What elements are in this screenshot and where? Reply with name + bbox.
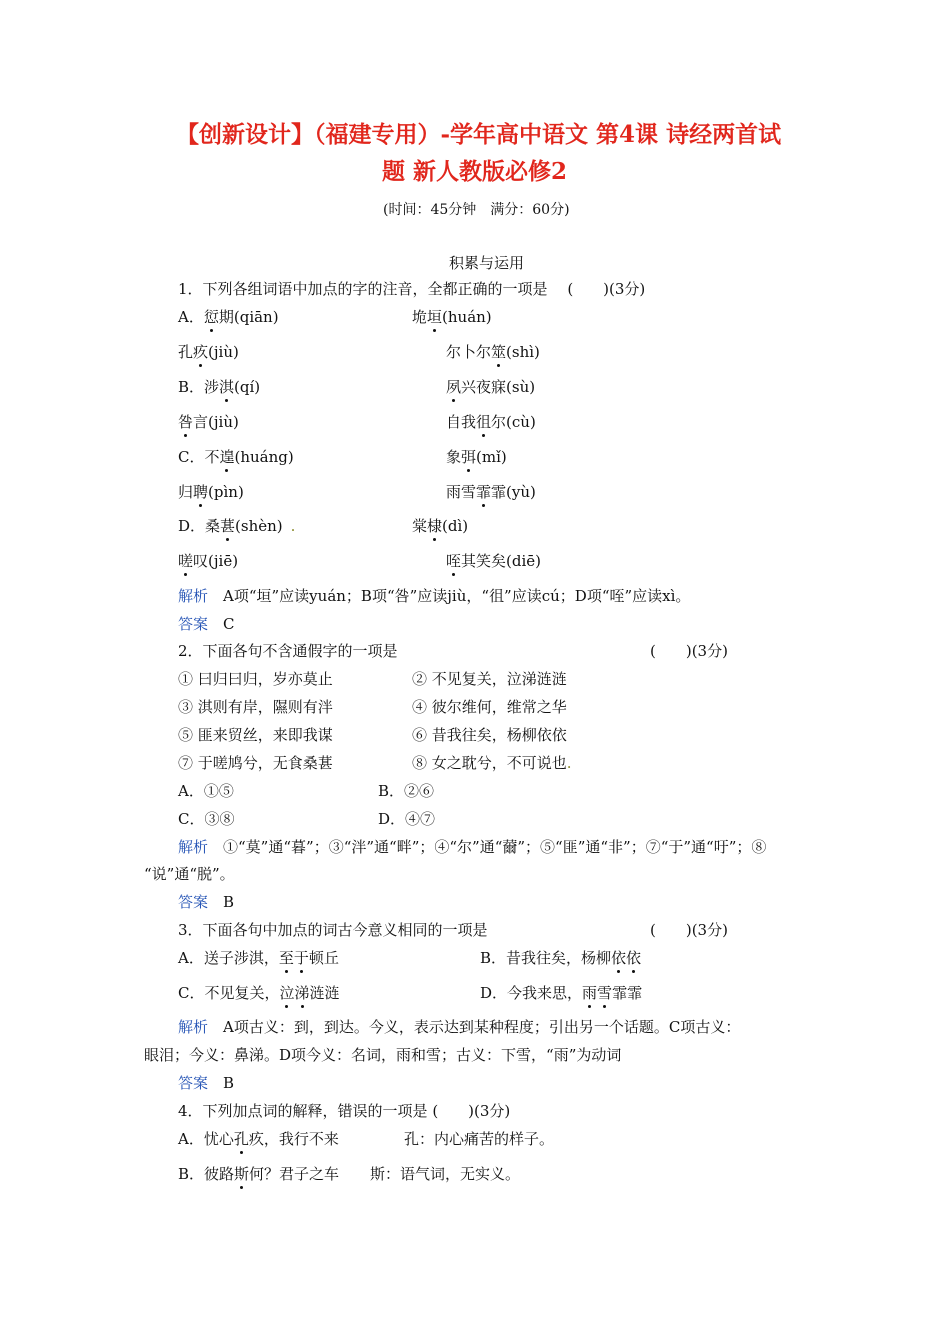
q2-option-d: D．④⑦ xyxy=(378,810,436,828)
q4-stem: 4．下列加点词的解释，错误的一项是 ( )(3分) xyxy=(178,1102,511,1120)
q1-analysis: 解析 A项“垣”应读yuán；B项“咎”应读jiù，“徂”应读cú；D项“咥”应读xì。 xyxy=(178,587,691,605)
q1-option-b-word4: 自我徂尔(cù) xyxy=(446,413,536,431)
document-title-line1: 【创新设计】（福建专用）-学年高中语文 第4课 诗经两首试 xyxy=(176,121,782,148)
q4-option-a: A．忧心孔疚，我行不来 xyxy=(178,1130,339,1148)
q3-option-b: B．昔我往矣，杨柳依依 xyxy=(480,949,642,967)
q3-stem: 3．下面各句中加点的词古今意义相同的一项是 xyxy=(178,921,488,939)
q2-sentence-4: ④ 彼尔维何，维常之华 xyxy=(412,698,567,716)
q2-analysis: 解析 ①“莫”通“暮”；③“泮”通“畔”；④“尔”通“薾”；⑤“匪”通“非”；⑦“于”通“吁”；⑧ xyxy=(178,838,767,856)
q3-option-d: D．今我来思，雨雪霏霏 xyxy=(480,984,643,1002)
q2-score: ( )(3分) xyxy=(650,642,728,660)
q1-option-b-word2: 夙兴夜寐(sù) xyxy=(446,378,536,396)
q3-answer: 答案 B xyxy=(178,1074,235,1092)
q2-stem: 2．下面各句不含通假字的一项是 xyxy=(178,642,398,660)
q3-analysis-cont: 眼泪；今义：鼻涕。D项今义：名词，雨和雪；古义：下雪，“雨”为动词 xyxy=(144,1046,622,1064)
q1-option-b-word3: 咎言(jiù) xyxy=(178,413,239,431)
q2-sentence-7: ⑦ 于嗟鸠兮，无食桑葚 xyxy=(178,754,333,772)
q1-option-d-word1: D．桑葚(shèn) . xyxy=(178,517,296,535)
q2-sentence-2: ② 不见复关，泣涕涟涟 xyxy=(412,670,567,688)
q1-option-a-word4: 尔卜尔筮(shì) xyxy=(446,343,540,361)
q1-option-c-word2: 象弭(mǐ) xyxy=(446,448,507,466)
q1-option-c-word4: 雨雪霏霏(yù) xyxy=(446,483,536,501)
q2-option-b: B．②⑥ xyxy=(378,782,435,800)
q1-option-a-word3: 孔疚(jiù) xyxy=(178,343,239,361)
q1-option-a-word1: A．愆期(qiān) xyxy=(178,308,279,326)
q2-sentence-6: ⑥ 昔我往矣，杨柳依依 xyxy=(412,726,567,744)
q3-analysis: 解析 A项古义：到，到达。今义，表示达到某种程度；引出另一个话题。C项古义： xyxy=(178,1018,741,1036)
q3-option-a: A．送子涉淇，至于顿丘 xyxy=(178,949,339,967)
q2-analysis-cont: “说”通“脱”。 xyxy=(144,865,235,883)
q2-sentence-8: ⑧ 女之耽兮，不可说也. xyxy=(412,754,572,772)
q4-option-a-explanation: 孔：内心痛苦的样子。 xyxy=(404,1130,555,1148)
q3-score: ( )(3分) xyxy=(650,921,728,939)
analysis-label: 解析 xyxy=(178,587,209,605)
q2-option-c: C．③⑧ xyxy=(178,810,235,828)
q1-option-b-word1: B．涉淇(qí) xyxy=(178,378,261,396)
section-heading: 积累与运用 xyxy=(449,254,525,272)
q1-option-d-word2: 棠棣(dì) xyxy=(412,517,469,535)
q1-answer: 答案 C xyxy=(178,615,235,633)
q4-option-b: B．彼路斯何？君子之车 xyxy=(178,1165,340,1183)
analysis-label: 解析 xyxy=(178,1018,209,1036)
q2-answer: 答案 B xyxy=(178,893,235,911)
q2-option-a: A．①⑤ xyxy=(178,782,234,800)
q1-option-d-word4: 咥其笑矣(diē) xyxy=(446,552,541,570)
time-score-info: (时间：45分钟 满分：60分) xyxy=(383,202,570,218)
q3-option-c: C．不见复关，泣涕涟涟 xyxy=(178,984,340,1002)
answer-label: 答案 xyxy=(178,615,209,633)
q2-sentence-1: ① 曰归曰归，岁亦莫止 xyxy=(178,670,333,688)
answer-label: 答案 xyxy=(178,893,209,911)
analysis-label: 解析 xyxy=(178,838,209,856)
q2-sentence-5: ⑤ 匪来贸丝，来即我谋 xyxy=(178,726,333,744)
q4-option-b-explanation: 斯：语气词，无实义。 xyxy=(370,1165,521,1183)
document-title-line2: 题 新人教版必修2 xyxy=(382,158,568,185)
q2-sentence-3: ③ 淇则有岸，隰则有泮 xyxy=(178,698,333,716)
q1-option-d-word3: 嗟叹(jiē) xyxy=(178,552,239,570)
q1-option-a-word2: 垝垣(huán) xyxy=(412,308,492,326)
q1-option-c-word3: 归聘(pìn) xyxy=(178,483,244,501)
q1-option-c-word1: C．不遑(huáng) xyxy=(178,448,294,466)
q1-stem: 1．下列各组词语中加点的字的注音，全都正确的一项是 ( )(3分) xyxy=(178,280,646,298)
answer-label: 答案 xyxy=(178,1074,209,1092)
